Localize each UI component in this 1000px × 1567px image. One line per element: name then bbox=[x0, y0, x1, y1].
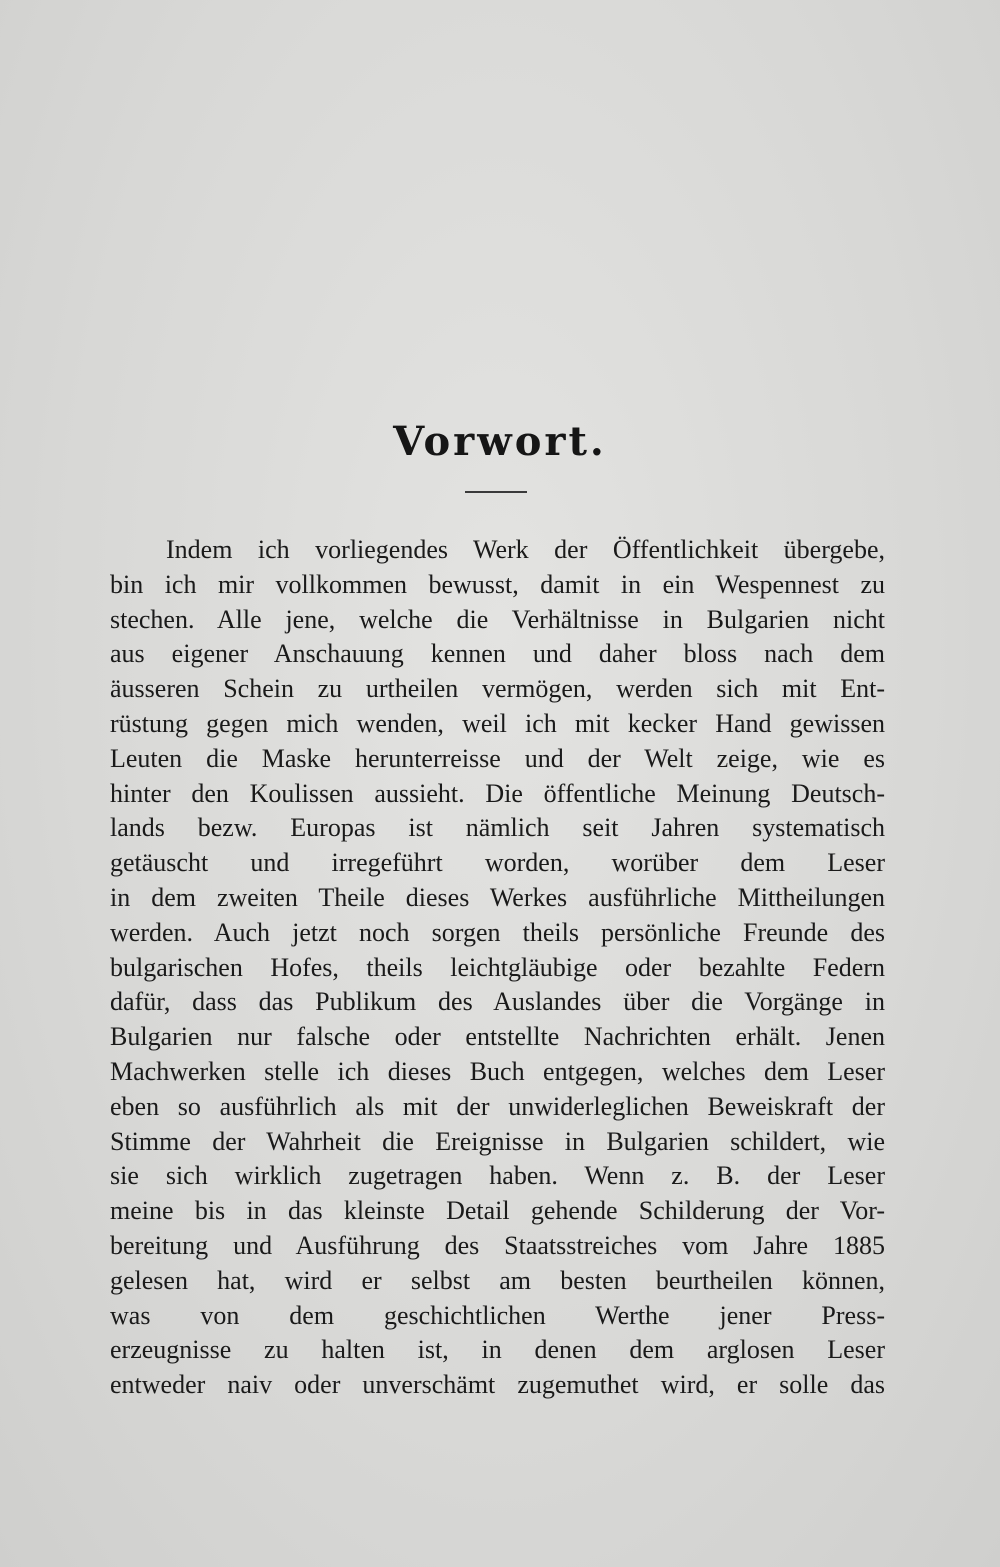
text-line: Leuten die Maske herunterreisse und der Welt zeige, wie es bbox=[110, 743, 885, 773]
text-line: sie sich wirklich zugetragen haben. Wenn z. B. der Leser bbox=[110, 1161, 885, 1191]
text-line: bin ich mir vollkommen bewusst, damit in ein Wespennest zu bbox=[110, 569, 885, 599]
text-line: eben so ausführlich als mit der unwiderleglichen Beweiskraft der bbox=[110, 1091, 885, 1121]
text-line: was von dem geschichtlichen Werthe jener Press- bbox=[110, 1300, 885, 1330]
text-line: meine bis in das kleinste Detail gehende Schilderung der Vor- bbox=[110, 1196, 885, 1226]
text-line: bereitung und Ausführung des Staatsstreiches vom Jahre 1885 bbox=[110, 1230, 885, 1260]
text-line: getäuscht und irregeführt worden, worüber dem Leser bbox=[110, 848, 885, 878]
page-title: Vorwort. bbox=[393, 418, 607, 465]
text-line: bulgarischen Hofes, theils leichtgläubige oder bezahlte Federn bbox=[110, 952, 885, 982]
body-text bbox=[110, 533, 885, 1403]
text-line: Stimme der Wahrheit die Ereignisse in Bulgarien schildert, wie bbox=[110, 1126, 885, 1156]
text-line: lands bezw. Europas ist nämlich seit Jahren systematisch bbox=[110, 813, 885, 843]
text-line: Bulgarien nur falsche oder entstellte Nachrichten erhält. Jenen bbox=[110, 1022, 885, 1052]
text-line: aus eigener Anschauung kennen und daher bloss nach dem bbox=[110, 639, 885, 669]
text-line: äusseren Schein zu urtheilen vermögen, werden sich mit Ent- bbox=[110, 674, 885, 704]
text-line: rüstung gegen mich wenden, weil ich mit kecker Hand gewissen bbox=[110, 708, 885, 738]
text-line: erzeugnisse zu halten ist, in denen dem arglosen Leser bbox=[110, 1335, 885, 1365]
title-divider bbox=[465, 491, 527, 493]
text-line: dafür, dass das Publikum des Auslandes über die Vorgänge in bbox=[110, 987, 885, 1017]
text-line: werden. Auch jetzt noch sorgen theils persönliche Freunde des bbox=[110, 917, 885, 947]
text-line: gelesen hat, wird er selbst am besten beurtheilen können, bbox=[110, 1265, 885, 1295]
text-line: in dem zweiten Theile dieses Werkes ausführliche Mittheilungen bbox=[110, 882, 885, 912]
text-line: hinter den Koulissen aussieht. Die öffentliche Meinung Deutsch- bbox=[110, 778, 885, 808]
text-line: Machwerken stelle ich dieses Buch entgegen, welches dem Leser bbox=[110, 1056, 885, 1086]
text-line: stechen. Alle jene, welche die Verhältnisse in Bulgarien nicht bbox=[110, 604, 885, 634]
text-line: Indem ich vorliegendes Werk der Öffentlichkeit übergebe, bbox=[166, 535, 885, 564]
text-line: entweder naiv oder unverschämt zugemuthet wird, er solle das bbox=[110, 1370, 885, 1400]
